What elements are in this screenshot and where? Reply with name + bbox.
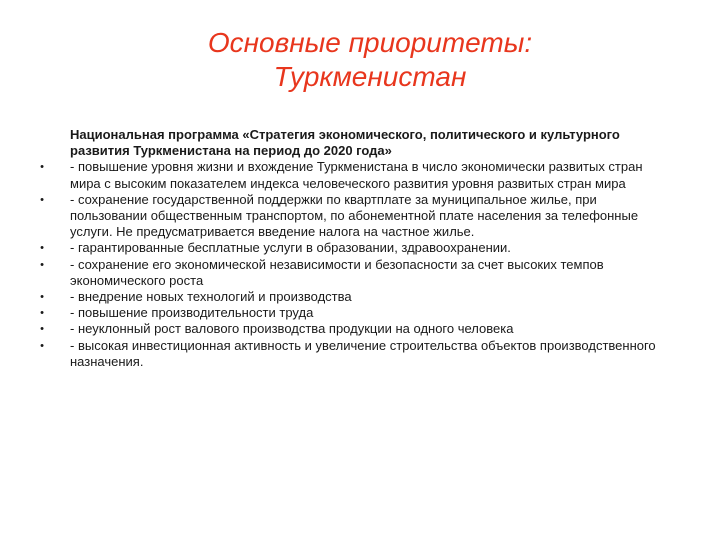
bullet-icon: •: [40, 307, 44, 320]
list-item-text: - неуклонный рост валового производства продукции на одного человека: [70, 321, 514, 337]
slide-body: [36, 127, 676, 370]
list-item: [36, 257, 676, 289]
slide-title: [100, 26, 640, 94]
list-item-text: - повышение производительности труда: [70, 305, 314, 321]
bullet-icon: •: [40, 323, 44, 336]
list-item-text: - высокая инвестиционная активность и увеличение строительства объектов производственного назначения.: [70, 337, 656, 369]
slide-title-line-2: Туркменистан: [273, 61, 467, 92]
list-item-text: - гарантированные бесплатные услуги в образовании, здравоохранении.: [70, 240, 511, 256]
bullet-icon: •: [40, 242, 44, 255]
list-item: [36, 159, 676, 191]
priority-list: [36, 159, 676, 370]
bullet-icon: •: [40, 193, 44, 206]
bullet-icon: •: [40, 161, 44, 174]
bullet-icon: •: [40, 339, 44, 352]
list-item-text: - сохранение государственной поддержки по квартплате за муниципальное жилье, при пользовании общественным транспортом, по абонементной плате населения за телефонные услуги. Не предусматривается введение налога на частное жилье.: [70, 191, 639, 240]
list-item: [36, 338, 676, 370]
list-item: [36, 321, 676, 337]
list-item: [36, 305, 676, 321]
program-heading: Национальная программа «Стратегия экономического, политического и культурного развития Туркменистана на период до 2020 года»: [70, 127, 620, 159]
list-item-text: - сохранение его экономической независимости и безопасности за счет высоких темпов экономического роста: [70, 256, 604, 288]
list-item-text: - внедрение новых технологий и производства: [70, 289, 352, 305]
slide-title-line-1: Основные приоритеты:: [207, 27, 533, 58]
list-item: [36, 240, 676, 256]
bullet-icon: •: [40, 291, 44, 304]
list-item: [36, 289, 676, 305]
list-item-text: - повышение уровня жизни и вхождение Туркменистана в число экономически развитых стран мира с высоким показателем индекса человеческого развития уровня развитых стран мира: [70, 159, 643, 191]
list-item: [36, 192, 676, 241]
bullet-icon: •: [40, 258, 44, 271]
